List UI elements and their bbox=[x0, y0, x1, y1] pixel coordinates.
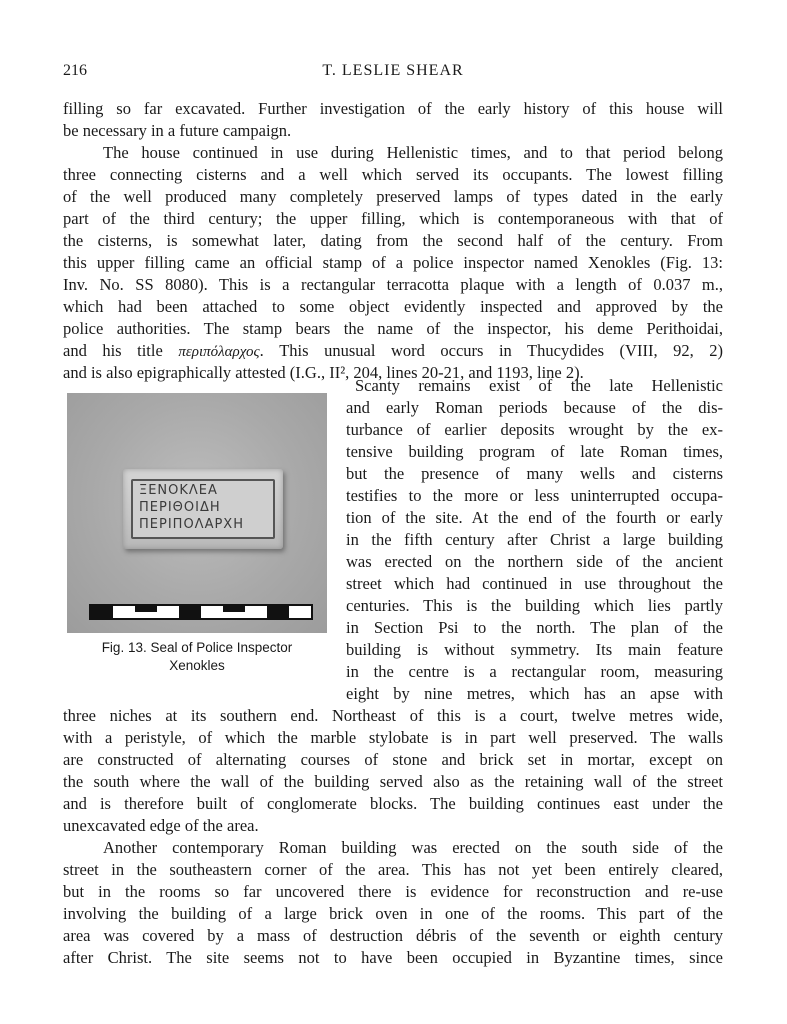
text-line: filling so far excavated. Further investigation of the early history of this house will bbox=[63, 99, 723, 118]
text-line: in the centre is a rectangular room, measuring bbox=[346, 662, 723, 681]
scale-segment bbox=[135, 606, 157, 612]
text-line: eight by nine metres, which has an apse with bbox=[346, 684, 723, 703]
greek-title-word: περιπόλαρχος bbox=[178, 344, 260, 360]
scale-bar bbox=[89, 604, 313, 620]
text-line: street in the southeastern corner of the area. This has not yet been entirely cleared, bbox=[63, 860, 723, 879]
scale-segment bbox=[289, 606, 311, 618]
caption-line: Xenokles bbox=[169, 658, 225, 673]
text-line: are constructed of alternating courses of stone and brick set in mortar, except on bbox=[63, 750, 723, 769]
text-line: Another contemporary Roman building was erected on the south side of the bbox=[103, 838, 723, 857]
seal-photograph bbox=[67, 393, 327, 633]
text-line: the south where the wall of the building served also as the retaining wall of the street bbox=[63, 772, 723, 791]
text-line: Inv. No. SS 8080). This is a rectangular terracotta plaque with a length of 0.037 m., bbox=[63, 275, 723, 294]
text-line: part of the third century; the upper filling, which is contemporaneous with that of bbox=[63, 209, 723, 228]
text-line: after Christ. The site seems not to have been occupied in Byzantine times, since bbox=[63, 948, 723, 967]
greek-line-before: and his title bbox=[63, 341, 179, 360]
text-line: centuries. This is the building which lies partly bbox=[346, 596, 723, 615]
scale-segment bbox=[223, 606, 245, 612]
text-line: unexcavated edge of the area. bbox=[63, 816, 259, 835]
text-line: the cisterns, is somewhat later, dating from the second half of the century. From bbox=[63, 231, 723, 250]
text-line: and is therefore built of conglomerate blocks. The building continues east under the bbox=[63, 794, 723, 813]
text-line: be necessary in a future campaign. bbox=[63, 121, 292, 140]
text-line: with a peristyle, of which the marble stylobate is in part well preserved. The walls bbox=[63, 728, 723, 747]
text-line: three connecting cisterns and a well which served its occupants. The lowest filling bbox=[63, 165, 723, 184]
scale-segment bbox=[113, 606, 135, 618]
figure-caption bbox=[63, 639, 331, 675]
text-line: tensive building program of late Roman times, bbox=[346, 442, 723, 461]
text-line: but the presence of many wells and cisterns bbox=[346, 464, 723, 483]
scale-segment bbox=[157, 606, 179, 618]
text-line: was erected on the northern side of the ancient bbox=[346, 552, 723, 571]
scale-segment bbox=[245, 606, 267, 618]
text-line: in Section Psi to the north. The plan of the bbox=[346, 618, 723, 637]
text-line: Scanty remains exist of the late Hellenistic bbox=[355, 376, 723, 395]
text-line: of the well produced many completely preserved lamps of types dated in the early bbox=[63, 187, 723, 206]
text-line-with-greek bbox=[63, 340, 723, 362]
text-line: and early Roman periods because of the dis- bbox=[346, 398, 723, 417]
scale-segment bbox=[201, 606, 223, 618]
text-line: three niches at its southern end. Northeast of this is a court, twelve metres wide, bbox=[63, 706, 723, 725]
text-line: tion of the site. At the end of the fourth or early bbox=[346, 508, 723, 527]
text-line: which had been attached to some object evidently inspected and approved by the bbox=[63, 297, 723, 316]
text-line: street which had continued in use throughout the bbox=[346, 574, 723, 593]
plaque-inscription-line: ΞΕΝΟΚΛΕΑ bbox=[139, 483, 218, 498]
text-line: and is also epigraphically attested (I.G., II², 204, lines 20-21, and 1193, line 2). bbox=[63, 363, 584, 382]
terracotta-plaque bbox=[123, 469, 283, 549]
scale-segment bbox=[267, 606, 289, 618]
text-line: turbance of earlier deposits wrought by the ex- bbox=[346, 420, 723, 439]
scale-segment bbox=[91, 606, 113, 618]
plaque-stamp-frame bbox=[131, 479, 275, 539]
caption-line: Fig. 13. Seal of Police Inspector bbox=[101, 640, 293, 655]
page-number: 216 bbox=[63, 62, 87, 79]
text-line: involving the building of a large brick oven in one of the rooms. This part of the bbox=[63, 904, 723, 923]
text-line: The house continued in use during Hellenistic times, and to that period belong bbox=[103, 143, 723, 162]
scale-segment bbox=[179, 606, 201, 618]
page-header bbox=[63, 62, 723, 86]
text-line: police authorities. The stamp bears the name of the inspector, his deme Perithoidai, bbox=[63, 319, 723, 338]
greek-line-after: . This unusual word occurs in Thucydides (VIII, 92, 2) bbox=[259, 341, 723, 360]
text-line: testifies to the more or less uninterrupted occupa- bbox=[346, 486, 723, 505]
plaque-inscription-line: ΠΕΡΙΠΟΛΑΡΧΗ bbox=[139, 517, 244, 532]
text-line: area was covered by a mass of destruction débris of the seventh or eighth century bbox=[63, 926, 723, 945]
running-head: T. LESLIE SHEAR bbox=[322, 62, 464, 79]
text-line: building is without symmetry. Its main feature bbox=[346, 640, 723, 659]
text-line: but in the rooms so far uncovered there is evidence for reconstruction and re-use bbox=[63, 882, 723, 901]
text-line: this upper filling came an official stamp of a police inspector named Xenokles (Fig. 13: bbox=[63, 253, 723, 272]
plaque-inscription-line: ΠΕΡΙΘΟΙΔΗ bbox=[139, 500, 221, 515]
text-line: in the fifth century after Christ a large building bbox=[346, 530, 723, 549]
